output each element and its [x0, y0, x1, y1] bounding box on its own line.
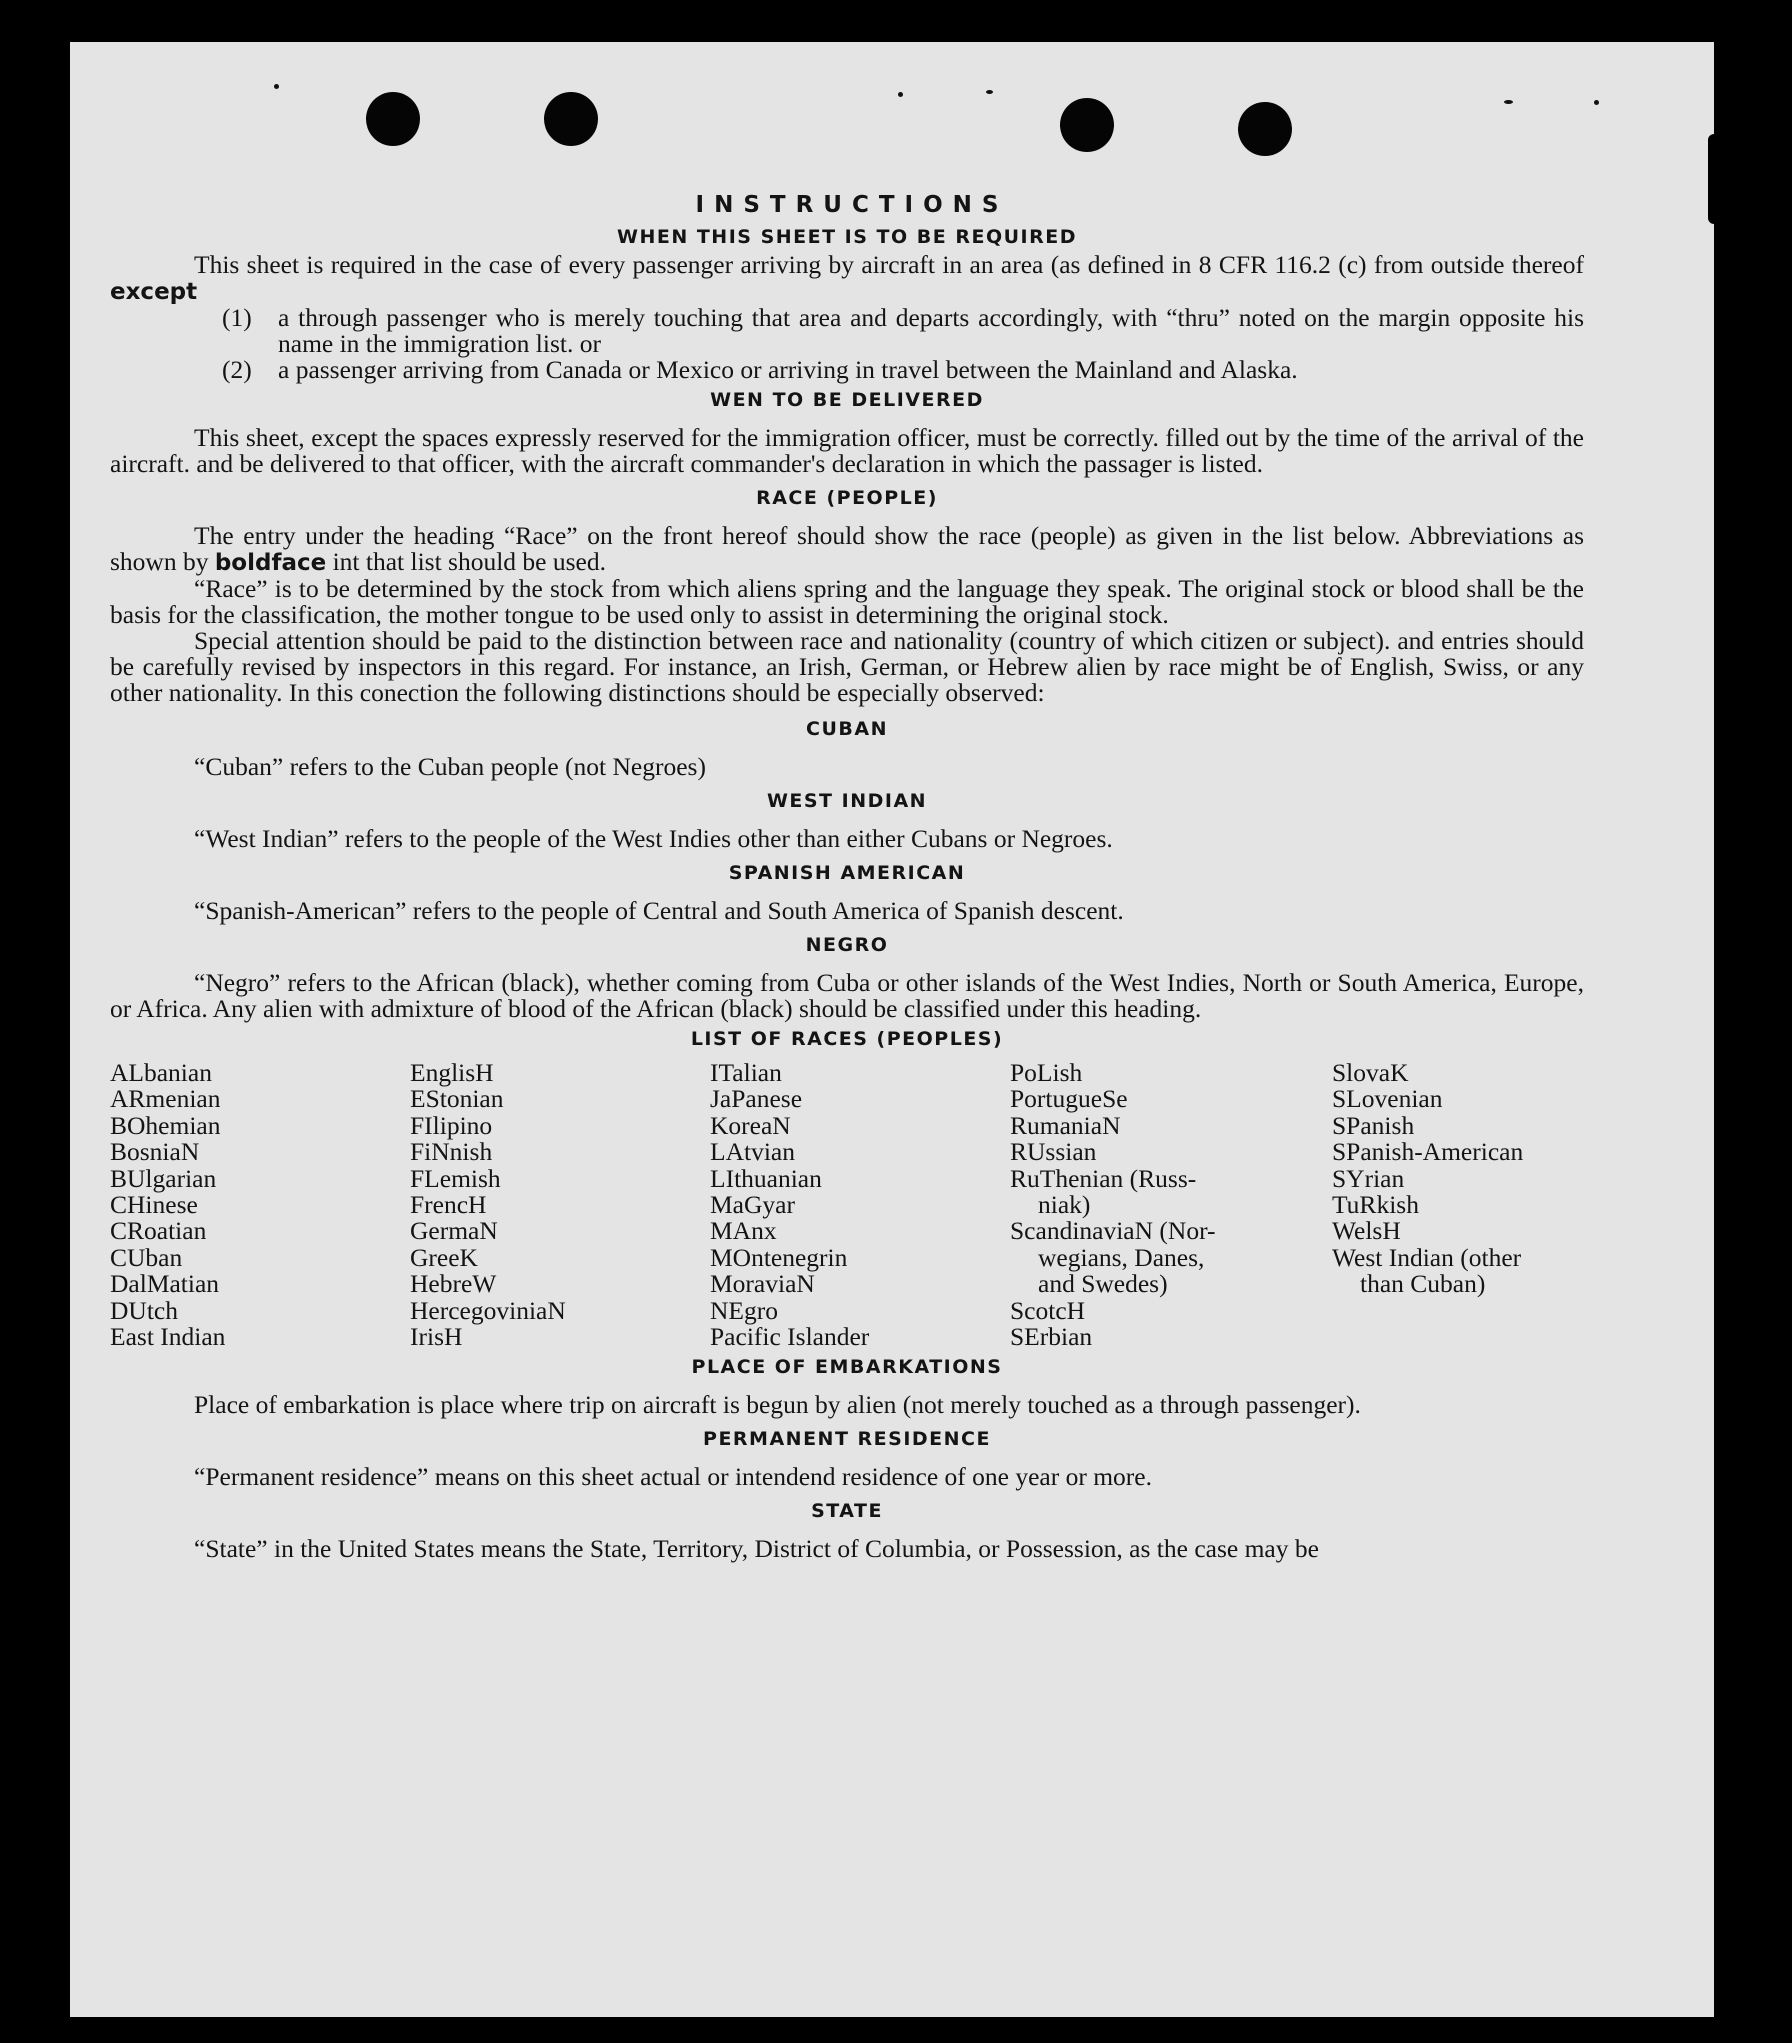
- race-entry: MaGyar: [710, 1190, 795, 1220]
- race-entry: CUban: [110, 1242, 183, 1272]
- race-entry: BUlgarian: [110, 1163, 217, 1193]
- page-edge-tab: [1708, 134, 1720, 224]
- race-entry: BOhemian: [110, 1110, 221, 1140]
- race-entry: MoraviaN: [710, 1269, 815, 1299]
- speck: [274, 84, 279, 89]
- heading-negro: NEGRO: [805, 934, 889, 956]
- race-entry: EStonian: [410, 1084, 504, 1114]
- races-column: [110, 1060, 410, 1350]
- race-entry: IrisH: [410, 1322, 463, 1352]
- race-entry: JaPanese: [710, 1084, 803, 1114]
- speck: [1594, 100, 1599, 105]
- race-entry: and Swedes): [1038, 1269, 1168, 1299]
- west-indian-text: “West Indian” refers to the people of the West Indies other than either Cubans or Negroes.: [194, 824, 1113, 853]
- race-entry: ALbanian: [110, 1058, 212, 1087]
- race-entry: RUssian: [1010, 1137, 1097, 1167]
- race-entry: TuRkish: [1332, 1190, 1419, 1220]
- embarkation-text: Place of embarkation is place where trip on aircraft is begun by alien (not merely touched as a through passenger).: [194, 1390, 1361, 1420]
- race-paragraph-2: “Race” is to be determined by the stock from which aliens spring and the language they speak. The original stock or blood shall be the basis for the classification, the mother tongue to be used only to assist in determining the original stock.: [110, 574, 1584, 629]
- race-entry: MOntenegrin: [710, 1242, 848, 1272]
- race-entry: DUtch: [110, 1295, 178, 1325]
- race-entry: DalMatian: [110, 1269, 220, 1299]
- list-item: (2) a passenger arriving from Canada or Mexico or arriving in travel between the Mainland and Alaska.: [222, 355, 1298, 384]
- race-entry: ScandinaviaN (Nor-: [1010, 1216, 1216, 1246]
- race-entry: HebreW: [410, 1269, 497, 1299]
- race-entry: CHinese: [110, 1190, 198, 1220]
- race-entry: West Indian (other: [1332, 1242, 1522, 1272]
- race-entry: SlovaK: [1332, 1058, 1409, 1087]
- race-entry: ScotcH: [1010, 1295, 1086, 1325]
- race-entry: SErbian: [1010, 1322, 1093, 1352]
- race-entry: East Indian: [110, 1322, 226, 1352]
- punch-hole: [366, 92, 420, 146]
- race-entry: BosniaN: [110, 1137, 200, 1167]
- document-page: [70, 42, 1714, 2017]
- when-required-intro: This sheet is required in the case of every passenger arriving by aircraft in an area (as defined in 8 CFR 116.2 (c) from outside thereof except: [110, 250, 1584, 305]
- race-entry: MAnx: [710, 1216, 777, 1246]
- boldface-word: boldface: [214, 550, 327, 576]
- heading-residence: PERMANENT RESIDENCE: [703, 1428, 991, 1451]
- race-entry: EnglisH: [410, 1058, 494, 1087]
- race-entry: SPanish: [1332, 1110, 1415, 1140]
- race-entry: wegians, Danes,: [1038, 1242, 1205, 1272]
- race-entry: CRoatian: [110, 1216, 207, 1246]
- race-entry: FrencH: [410, 1190, 487, 1220]
- race-entry: ITalian: [710, 1058, 782, 1087]
- race-entry: FiNnish: [410, 1137, 493, 1167]
- list-item: (1) a through passenger who is merely touching that area and departs accordingly, with “thru” noted on the margin opposite his name in the immigration list. or: [222, 303, 1584, 358]
- punch-hole: [544, 92, 598, 146]
- race-entry: SYrian: [1332, 1163, 1405, 1193]
- residence-text: “Permanent residence” means on this sheet actual or intendend residence of one year or more.: [194, 1462, 1152, 1492]
- race-entry: SLovenian: [1332, 1084, 1443, 1114]
- when-delivered-text: This sheet, except the spaces expressly reserved for the immigration officer, must be correctly. filled out by the time of the arrival of the aircraft. and be delivered to that officer, with the aircraft commander's declaration in which the passager is listed.: [110, 423, 1584, 478]
- speck: [986, 90, 993, 94]
- race-entry: WelsH: [1332, 1216, 1401, 1246]
- race-entry: LAtvian: [710, 1137, 795, 1167]
- race-entry: GreeK: [410, 1242, 478, 1272]
- races-column: [410, 1060, 710, 1350]
- heading-spanish-american: SPANISH AMERICAN: [728, 862, 966, 884]
- race-entry: niak): [1038, 1190, 1091, 1220]
- race-entry: SPanish-American: [1332, 1137, 1524, 1167]
- race-entry: GermaN: [410, 1216, 498, 1246]
- race-entry: PoLish: [1010, 1058, 1083, 1087]
- race-paragraph-1: The entry under the heading “Race” on the front hereof should show the race (people) as given in the list below. Abbreviations as shown by boldface int that list should be used.: [110, 521, 1584, 576]
- punch-hole: [1238, 102, 1292, 156]
- heading-west-indian: WEST INDIAN: [766, 790, 928, 812]
- races-list: [110, 1060, 1584, 1350]
- race-entry: LIthuanian: [710, 1163, 822, 1193]
- race-entry: RumaniaN: [1010, 1110, 1121, 1140]
- race-entry: than Cuban): [1360, 1269, 1486, 1299]
- race-entry: Pacific Islander: [710, 1322, 870, 1352]
- race-entry: HercegoviniaN: [410, 1295, 566, 1325]
- race-entry: FLemish: [410, 1163, 501, 1193]
- race-entry: FIlipino: [410, 1110, 493, 1140]
- race-entry: ARmenian: [110, 1084, 221, 1114]
- races-column: [1010, 1060, 1332, 1350]
- race-paragraph-3: Special attention should be paid to the distinction between race and nationality (country of which citizen or subject). and entries should be carefully revised by inspectors in this regard. For instance, an Irish, German, or Hebrew alien by race might be of English, Swiss, or any other nationality. In this conection the following distinctions should be especially observed:: [110, 626, 1584, 707]
- state-text: “State” in the United States means the State, Territory, District of Columbia, or Possession, as the case may be: [194, 1534, 1319, 1564]
- heading-when-delivered: WEN TO BE DELIVERED: [710, 389, 984, 411]
- instructions-content: [110, 192, 1584, 1562]
- page-title: INSTRUCTIONS: [695, 192, 1009, 218]
- race-entry: RuThenian (Russ-: [1010, 1163, 1197, 1193]
- races-column: [710, 1060, 1010, 1350]
- cuban-text: “Cuban” refers to the Cuban people (not Negroes): [194, 752, 706, 781]
- negro-text: “Negro” refers to the African (black), whether coming from Cuba or other islands of the West Indies, North or South America, Europe, or Africa. Any alien with admixture of blood of the African (black) should be classified under this heading.: [110, 968, 1584, 1023]
- except-bold: except: [110, 279, 198, 305]
- speck: [1504, 100, 1513, 104]
- race-entry: PortugueSe: [1010, 1084, 1128, 1114]
- heading-state: STATE: [811, 1500, 883, 1523]
- heading-when-required: WHEN THIS SHEET IS TO BE REQUIRED: [616, 226, 1077, 248]
- punch-hole: [1060, 98, 1114, 152]
- race-entry: NEgro: [710, 1295, 778, 1325]
- heading-cuban: CUBAN: [806, 718, 888, 740]
- races-column: [1332, 1060, 1584, 1350]
- heading-race: RACE (PEOPLE): [756, 487, 938, 509]
- heading-embarkation: PLACE OF EMBARKATIONS: [691, 1356, 1003, 1379]
- spanish-american-text: “Spanish-American” refers to the people of Central and South America of Spanish descent.: [194, 896, 1124, 925]
- speck: [898, 92, 903, 97]
- race-entry: KoreaN: [710, 1110, 791, 1140]
- heading-list-of-races: LIST OF RACES (PEOPLES): [690, 1028, 1004, 1050]
